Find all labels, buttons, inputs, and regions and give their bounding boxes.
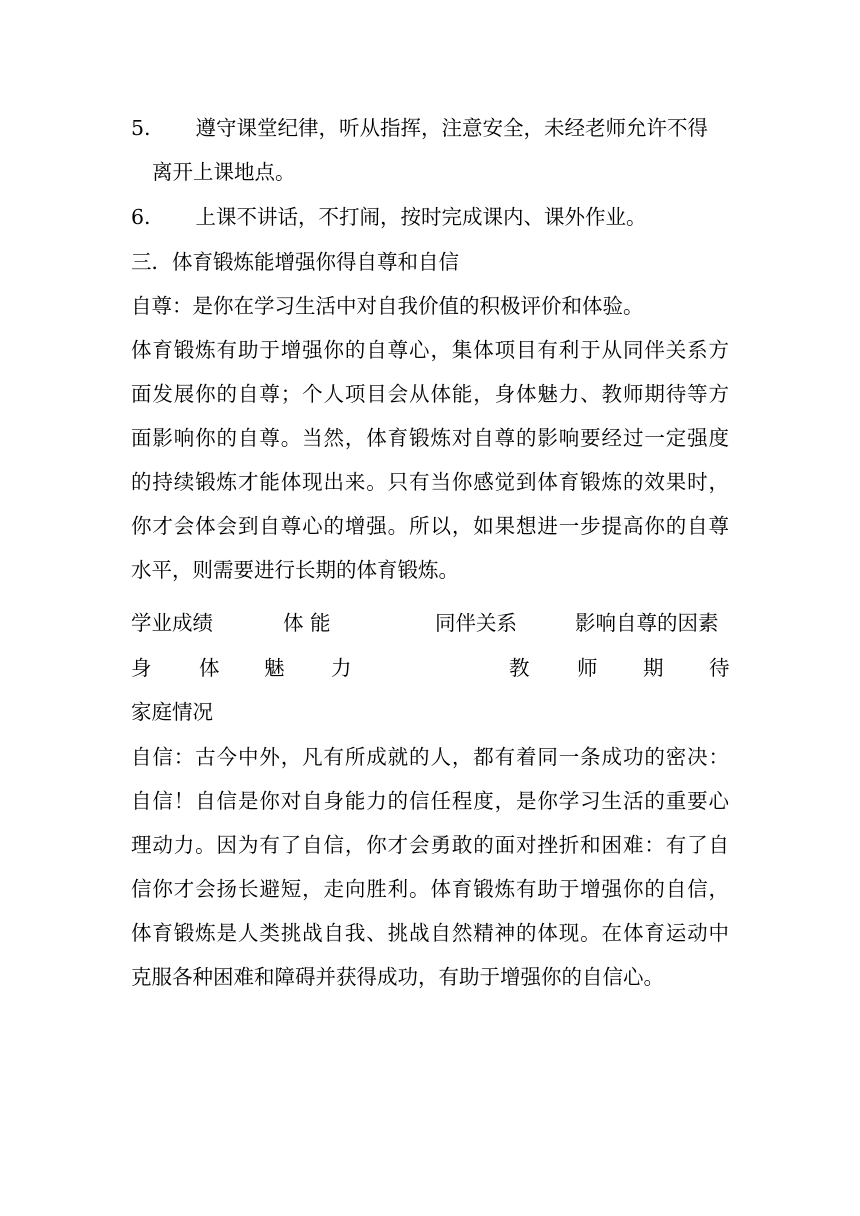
self-esteem-paragraph-line: 你才会体会到自尊心的增强。所以，如果想进一步提高你的自尊 — [131, 514, 729, 538]
factor-academic: 学业成绩 — [131, 611, 213, 635]
confidence-paragraph-line: 信你才会扬长避短，走向胜利。体育锻炼有助于增强你的自信， — [131, 877, 729, 901]
factor-char: 身 — [131, 656, 152, 680]
factor-char: 教 — [509, 656, 530, 680]
confidence-paragraph-line: 自信！自信是你对自身能力的信任程度，是你学习生活的重要心 — [131, 789, 729, 813]
factor-fitness: 体 能 — [283, 611, 331, 635]
self-esteem-paragraph-line: 体育锻炼有助于增强你的自尊心，集体项目有利于从同伴关系方 — [131, 338, 729, 362]
self-esteem-paragraph-line: 的持续锻炼才能体现出来。只有当你感觉到体育锻炼的效果时， — [131, 470, 729, 494]
list-item-text: 遵守课堂纪律，听从指挥，注意安全，未经老师允许不得 — [195, 116, 709, 140]
factor-char: 魅 — [264, 656, 285, 680]
self-esteem-paragraph-line: 水平，则需要进行长期的体育锻炼。 — [131, 558, 459, 582]
self-esteem-paragraph-line: 面发展你的自尊；个人项目会从体能，身体魅力、教师期待等方 — [131, 382, 729, 406]
self-esteem-definition: 自尊：是你在学习生活中对自我价值的积极评价和体验。 — [131, 294, 644, 318]
confidence-paragraph-line: 自信：古今中外，凡有所成就的人，都有着同一条成功的密决： — [131, 745, 729, 769]
confidence-paragraph-line: 体育锻炼是人类挑战自我、挑战自然精神的体现。在体育运动中 — [131, 921, 729, 945]
factor-char: 力 — [331, 656, 352, 680]
factor-char: 期 — [643, 656, 664, 680]
confidence-paragraph-line: 克服各种困难和障碍并获得成功，有助于增强你的自信心。 — [131, 965, 664, 989]
factor-peers: 同伴关系 — [435, 611, 517, 635]
factor-title: 影响自尊的因素 — [575, 611, 719, 635]
list-item-5 — [131, 113, 708, 143]
factor-char: 师 — [577, 656, 598, 680]
confidence-paragraph-line: 理动力。因为有了自信，你才会勇敢的面对挫折和困难：有了自 — [131, 833, 729, 857]
factor-family: 家庭情况 — [131, 700, 213, 724]
list-item-text: 上课不讲话，不打闹，按时完成课内、课外作业。 — [195, 205, 647, 229]
list-number: 6. — [131, 205, 151, 229]
factor-char: 体 — [199, 656, 220, 680]
factor-char: 待 — [709, 656, 730, 680]
list-item-5-continuation: 离开上课地点。 — [152, 160, 296, 184]
self-esteem-paragraph-line: 面影响你的自尊。当然，体育锻炼对自尊的影响要经过一定强度 — [131, 426, 729, 450]
list-item-6 — [131, 202, 647, 232]
list-number: 5. — [131, 116, 151, 140]
section-heading: 三．体育锻炼能增强你得自尊和自信 — [131, 250, 459, 274]
